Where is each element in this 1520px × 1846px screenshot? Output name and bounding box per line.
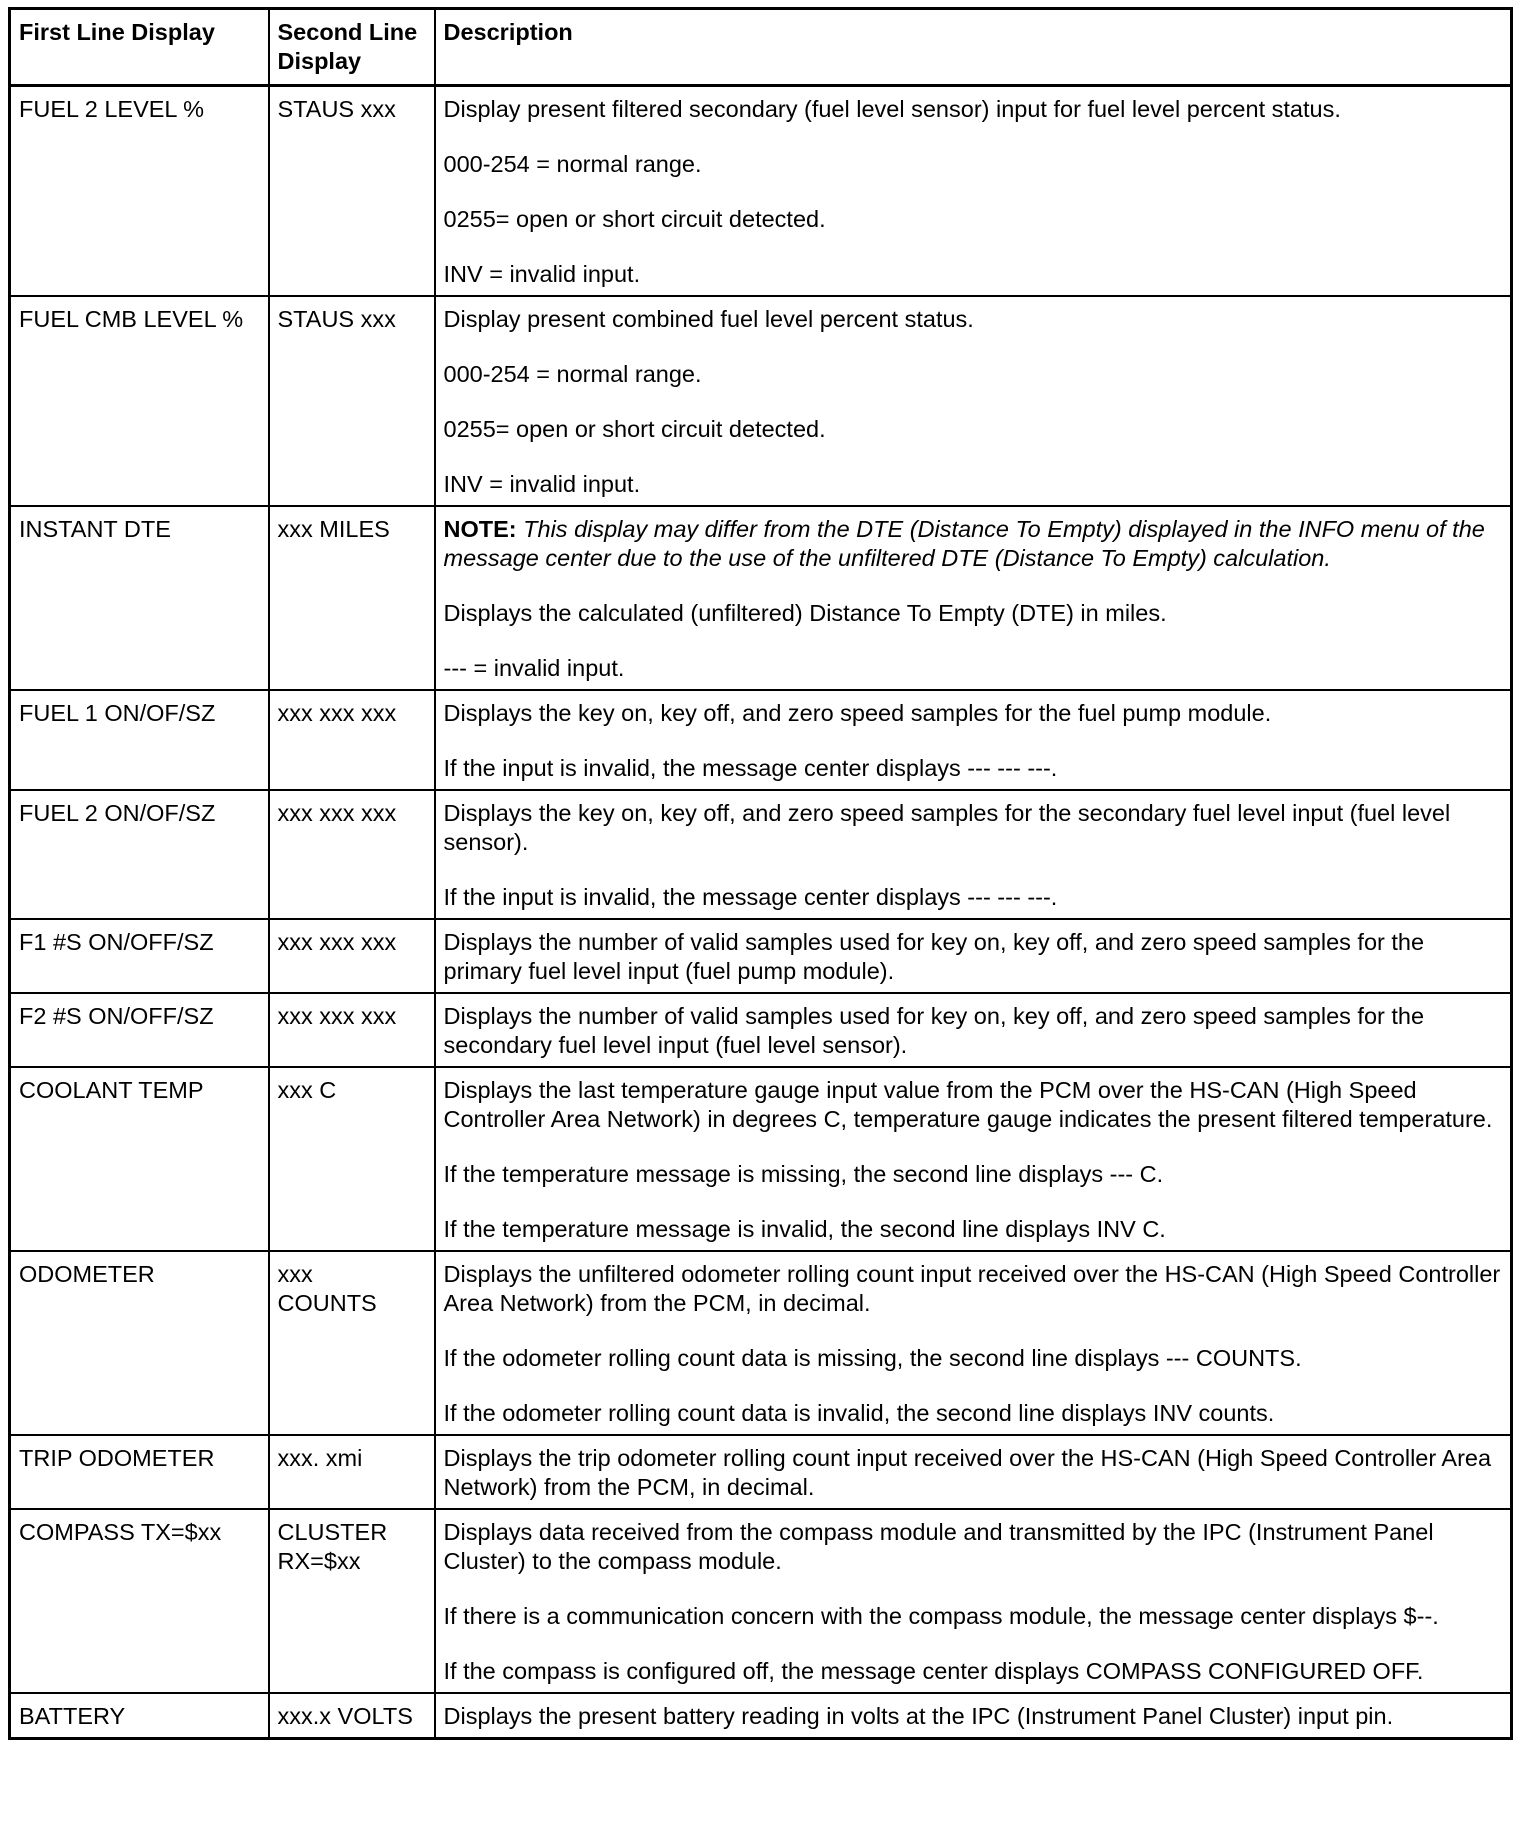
second-line-cell — [269, 790, 435, 919]
second-line-text: xxx C — [277, 1077, 337, 1103]
description-paragraph: 0255= open or short circuit detected. — [443, 206, 826, 232]
second-line-text: xxx — [277, 1261, 313, 1287]
table-row — [10, 1693, 1512, 1739]
second-line-text: xxx xxx xxx — [277, 700, 397, 726]
first-line-cell: FUEL 1 ON/OF/SZ — [10, 690, 269, 790]
first-line-cell: F1 #S ON/OFF/SZ — [10, 919, 269, 993]
description-paragraph: 000-254 = normal range. — [443, 151, 702, 177]
second-line-text: xxx xxx xxx — [277, 1003, 397, 1029]
second-line-text: RX=$xx — [277, 1548, 361, 1574]
description-paragraph: INV = invalid input. — [443, 471, 641, 497]
table-row — [10, 86, 1512, 297]
table-row — [10, 1251, 1512, 1435]
second-line-cell — [269, 506, 435, 690]
header-second-line-part: Display — [277, 48, 362, 74]
first-line-cell: ODOMETER — [10, 1251, 269, 1435]
description-cell — [435, 86, 1512, 297]
header-row — [10, 9, 1512, 86]
header-second-line-part: Second Line — [277, 19, 418, 45]
second-line-cell — [269, 86, 435, 297]
first-line-cell: INSTANT DTE — [10, 506, 269, 690]
first-line-cell: FUEL 2 LEVEL % — [10, 86, 269, 297]
table-row — [10, 690, 1512, 790]
description-paragraph: 000-254 = normal range. — [443, 361, 702, 387]
description-cell — [435, 1251, 1512, 1435]
first-line-cell: F2 #S ON/OFF/SZ — [10, 993, 269, 1067]
first-line-cell: TRIP ODOMETER — [10, 1435, 269, 1509]
description-paragraph: Displays the calculated (unfiltered) Distance To Empty (DTE) in miles. — [443, 600, 1167, 626]
table-body — [10, 86, 1512, 1739]
second-line-cell — [269, 1067, 435, 1251]
second-line-cell — [269, 690, 435, 790]
second-line-cell — [269, 993, 435, 1067]
description-cell — [435, 993, 1512, 1067]
description-paragraph: If the compass is configured off, the message center displays COMPASS CONFIGURED OFF. — [443, 1658, 1424, 1684]
first-line-cell: FUEL 2 ON/OF/SZ — [10, 790, 269, 919]
description-paragraph: If the temperature message is missing, the second line displays --- C. — [443, 1161, 1164, 1187]
description-cell — [435, 1067, 1512, 1251]
second-line-text: CLUSTER — [277, 1519, 388, 1545]
description-cell — [435, 690, 1512, 790]
note-text: This display may differ from the DTE (Distance To Empty) displayed in the INFO menu of the message center due to the use of the unfiltered DTE (Distance To Empty) calculation. — [443, 516, 1485, 571]
description-paragraph: If the odometer rolling count data is invalid, the second line displays INV counts. — [443, 1400, 1275, 1426]
first-line-cell: BATTERY — [10, 1693, 269, 1739]
description-cell — [435, 919, 1512, 993]
first-line-cell: FUEL CMB LEVEL % — [10, 296, 269, 506]
second-line-cell — [269, 1509, 435, 1693]
table-row — [10, 993, 1512, 1067]
description-paragraph: If there is a communication concern with the compass module, the message center displays $--. — [443, 1603, 1439, 1629]
description-paragraph: Displays the present battery reading in volts at the IPC (Instrument Panel Cluster) input pin. — [443, 1703, 1394, 1729]
description-paragraph: If the odometer rolling count data is missing, the second line displays --- COUNTS. — [443, 1345, 1302, 1371]
table-row — [10, 1435, 1512, 1509]
reference-sheet — [8, 7, 1510, 1740]
description-paragraph: 0255= open or short circuit detected. — [443, 416, 826, 442]
description-paragraph: If the input is invalid, the message center displays --- --- ---. — [443, 755, 1058, 781]
description-paragraph: Displays the key on, key off, and zero speed samples for the secondary fuel level input (fuel level sensor). — [443, 800, 1451, 855]
description-paragraph: Displays data received from the compass module and transmitted by the IPC (Instrument Panel Cluster) to the compass module. — [443, 1519, 1434, 1574]
second-line-cell — [269, 296, 435, 506]
second-line-text: xxx xxx xxx — [277, 929, 397, 955]
second-line-text: COUNTS — [277, 1290, 377, 1316]
description-paragraph: Displays the key on, key off, and zero speed samples for the fuel pump module. — [443, 700, 1272, 726]
header-description: Description — [435, 9, 1512, 86]
second-line-cell — [269, 919, 435, 993]
description-paragraph: --- = invalid input. — [443, 655, 625, 681]
second-line-text: xxx. xmi — [277, 1445, 363, 1471]
description-paragraph: Display present filtered secondary (fuel level sensor) input for fuel level percent status. — [443, 96, 1341, 122]
description-paragraph: Display present combined fuel level percent status. — [443, 306, 974, 332]
first-line-cell: COMPASS TX=$xx — [10, 1509, 269, 1693]
description-paragraph: If the temperature message is invalid, the second line displays INV C. — [443, 1216, 1166, 1242]
note-label: NOTE: — [443, 516, 517, 542]
header-second-line-display — [269, 9, 435, 86]
first-line-cell: COOLANT TEMP — [10, 1067, 269, 1251]
second-line-text: STAUS xxx — [277, 306, 396, 332]
second-line-cell — [269, 1435, 435, 1509]
table-row — [10, 1067, 1512, 1251]
table-row — [10, 506, 1512, 690]
description-cell — [435, 1435, 1512, 1509]
description-paragraph: INV = invalid input. — [443, 261, 641, 287]
second-line-text: STAUS xxx — [277, 96, 396, 122]
second-line-cell — [269, 1693, 435, 1739]
table-row — [10, 919, 1512, 993]
description-paragraph: If the input is invalid, the message center displays --- --- ---. — [443, 884, 1058, 910]
description-cell — [435, 790, 1512, 919]
display-reference-table — [8, 7, 1513, 1740]
second-line-cell — [269, 1251, 435, 1435]
second-line-text: xxx.x VOLTS — [277, 1703, 413, 1729]
second-line-text: xxx MILES — [277, 516, 390, 542]
description-cell — [435, 1693, 1512, 1739]
description-cell — [435, 1509, 1512, 1693]
description-cell — [435, 506, 1512, 690]
table-row — [10, 296, 1512, 506]
table-header — [10, 9, 1512, 86]
description-paragraph: Displays the last temperature gauge input value from the PCM over the HS-CAN (High Speed Controller Area Network) in degrees C, temperature gauge indicates the present filtered temperature. — [443, 1077, 1493, 1132]
header-first-line-display: First Line Display — [10, 9, 269, 86]
description-paragraph: Displays the trip odometer rolling count input received over the HS-CAN (High Speed Controller Area Network) from the PCM, in decimal. — [443, 1445, 1492, 1500]
note-paragraph — [444, 515, 1503, 573]
description-cell — [435, 296, 1512, 506]
description-paragraph: Displays the number of valid samples used for key on, key off, and zero speed samples for the secondary fuel level input (fuel level sensor). — [443, 1003, 1425, 1058]
description-paragraph: Displays the number of valid samples used for key on, key off, and zero speed samples for the primary fuel level input (fuel pump module). — [443, 929, 1425, 984]
table-row — [10, 790, 1512, 919]
second-line-text: xxx xxx xxx — [277, 800, 397, 826]
description-paragraph: Displays the unfiltered odometer rolling count input received over the HS-CAN (High Speed Controller Area Network) from the PCM, in decimal. — [443, 1261, 1501, 1316]
table-row — [10, 1509, 1512, 1693]
